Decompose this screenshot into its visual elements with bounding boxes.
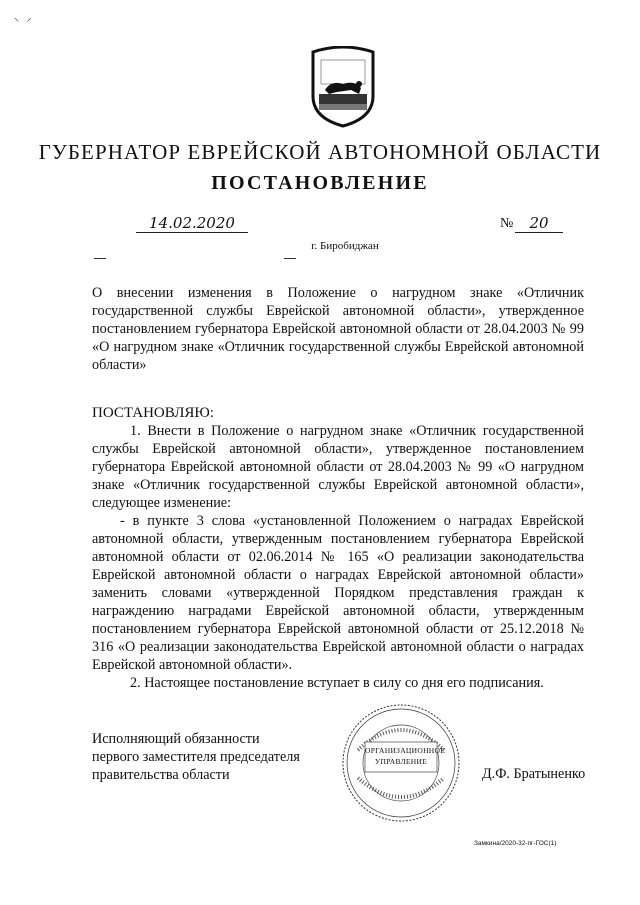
number-label: № <box>500 216 514 231</box>
coat-of-arms-emblem <box>307 46 379 128</box>
document-type: ПОСТАНОВЛЕНИЕ <box>211 172 429 194</box>
decree-word: ПОСТАНОВЛЯЮ: <box>92 405 214 421</box>
city-name: г. Биробиджан <box>311 240 379 252</box>
official-stamp <box>338 700 464 826</box>
stamp-text: ОРГАНИЗАЦИОННОЕ УПРАВЛЕНИЕ <box>365 746 446 766</box>
document-number: 20 <box>515 214 563 233</box>
decree-body <box>92 404 584 692</box>
item-1: 1. Внести в Положение о нагрудном знаке «Отличник государственной службы Еврейской автономной области», утвержденное постановлением губернатора Еврейской автономной области от 28.04.2003 № 99 «О нагрудном знаке «Отличник государственной службы Еврейской автономной области», следующее изменение: <box>92 423 584 511</box>
subject-text <box>92 284 584 374</box>
item-1-subpoint: - в пункте 3 слова «установленной Положением о наградах Еврейской автономной области, утвержденным постановлением губернатора Еврейской автономной области от 02.06.2014 № 165 «О реализации законодательства Еврейской автономной области о наградах Еврейской автономной области» заменить словами «утвержденной Порядком представления граждан к награждению наградами Еврейской автономной области, утвержденным постановлением губернатора Еврейской автономной области от 25.12.2018 № 316 «О реализации законодательства Еврейской автономной области о наградах Еврейской автономной области». <box>92 513 584 673</box>
item-2: 2. Настоящее постановление вступает в силу со дня его подписания. <box>130 675 544 691</box>
subject-corner-right <box>284 258 296 259</box>
issuing-authority: ГУБЕРНАТОР ЕВРЕЙСКОЙ АВТОНОМНОЙ ОБЛАСТИ <box>38 140 602 164</box>
signatory-name: Д.Ф. Братыненко <box>482 766 586 782</box>
position-line-2: первого заместителя председателя <box>92 749 300 765</box>
position-line-3: правительства области <box>92 767 230 783</box>
signatory-position <box>92 730 332 784</box>
document-footer-code: Замкина/2020-32-пг-ГОС(1) <box>474 840 557 847</box>
position-line-1: Исполняющий обязанности <box>92 731 260 747</box>
corner-marks: ⸌ ⸍ <box>14 17 32 28</box>
document-date: 14.02.2020 <box>136 214 248 233</box>
subject-corner-left <box>94 258 106 259</box>
subject-paragraph: О внесении изменения в Положение о нагрудном знаке «Отличник государственной службы Еврейской автономной области», утвержденное постановлением губернатора Еврейской автономной области от 28.04.2003 № 99 «О нагрудном знаке «Отличник государственной службы Еврейской автономной области» <box>92 285 584 373</box>
